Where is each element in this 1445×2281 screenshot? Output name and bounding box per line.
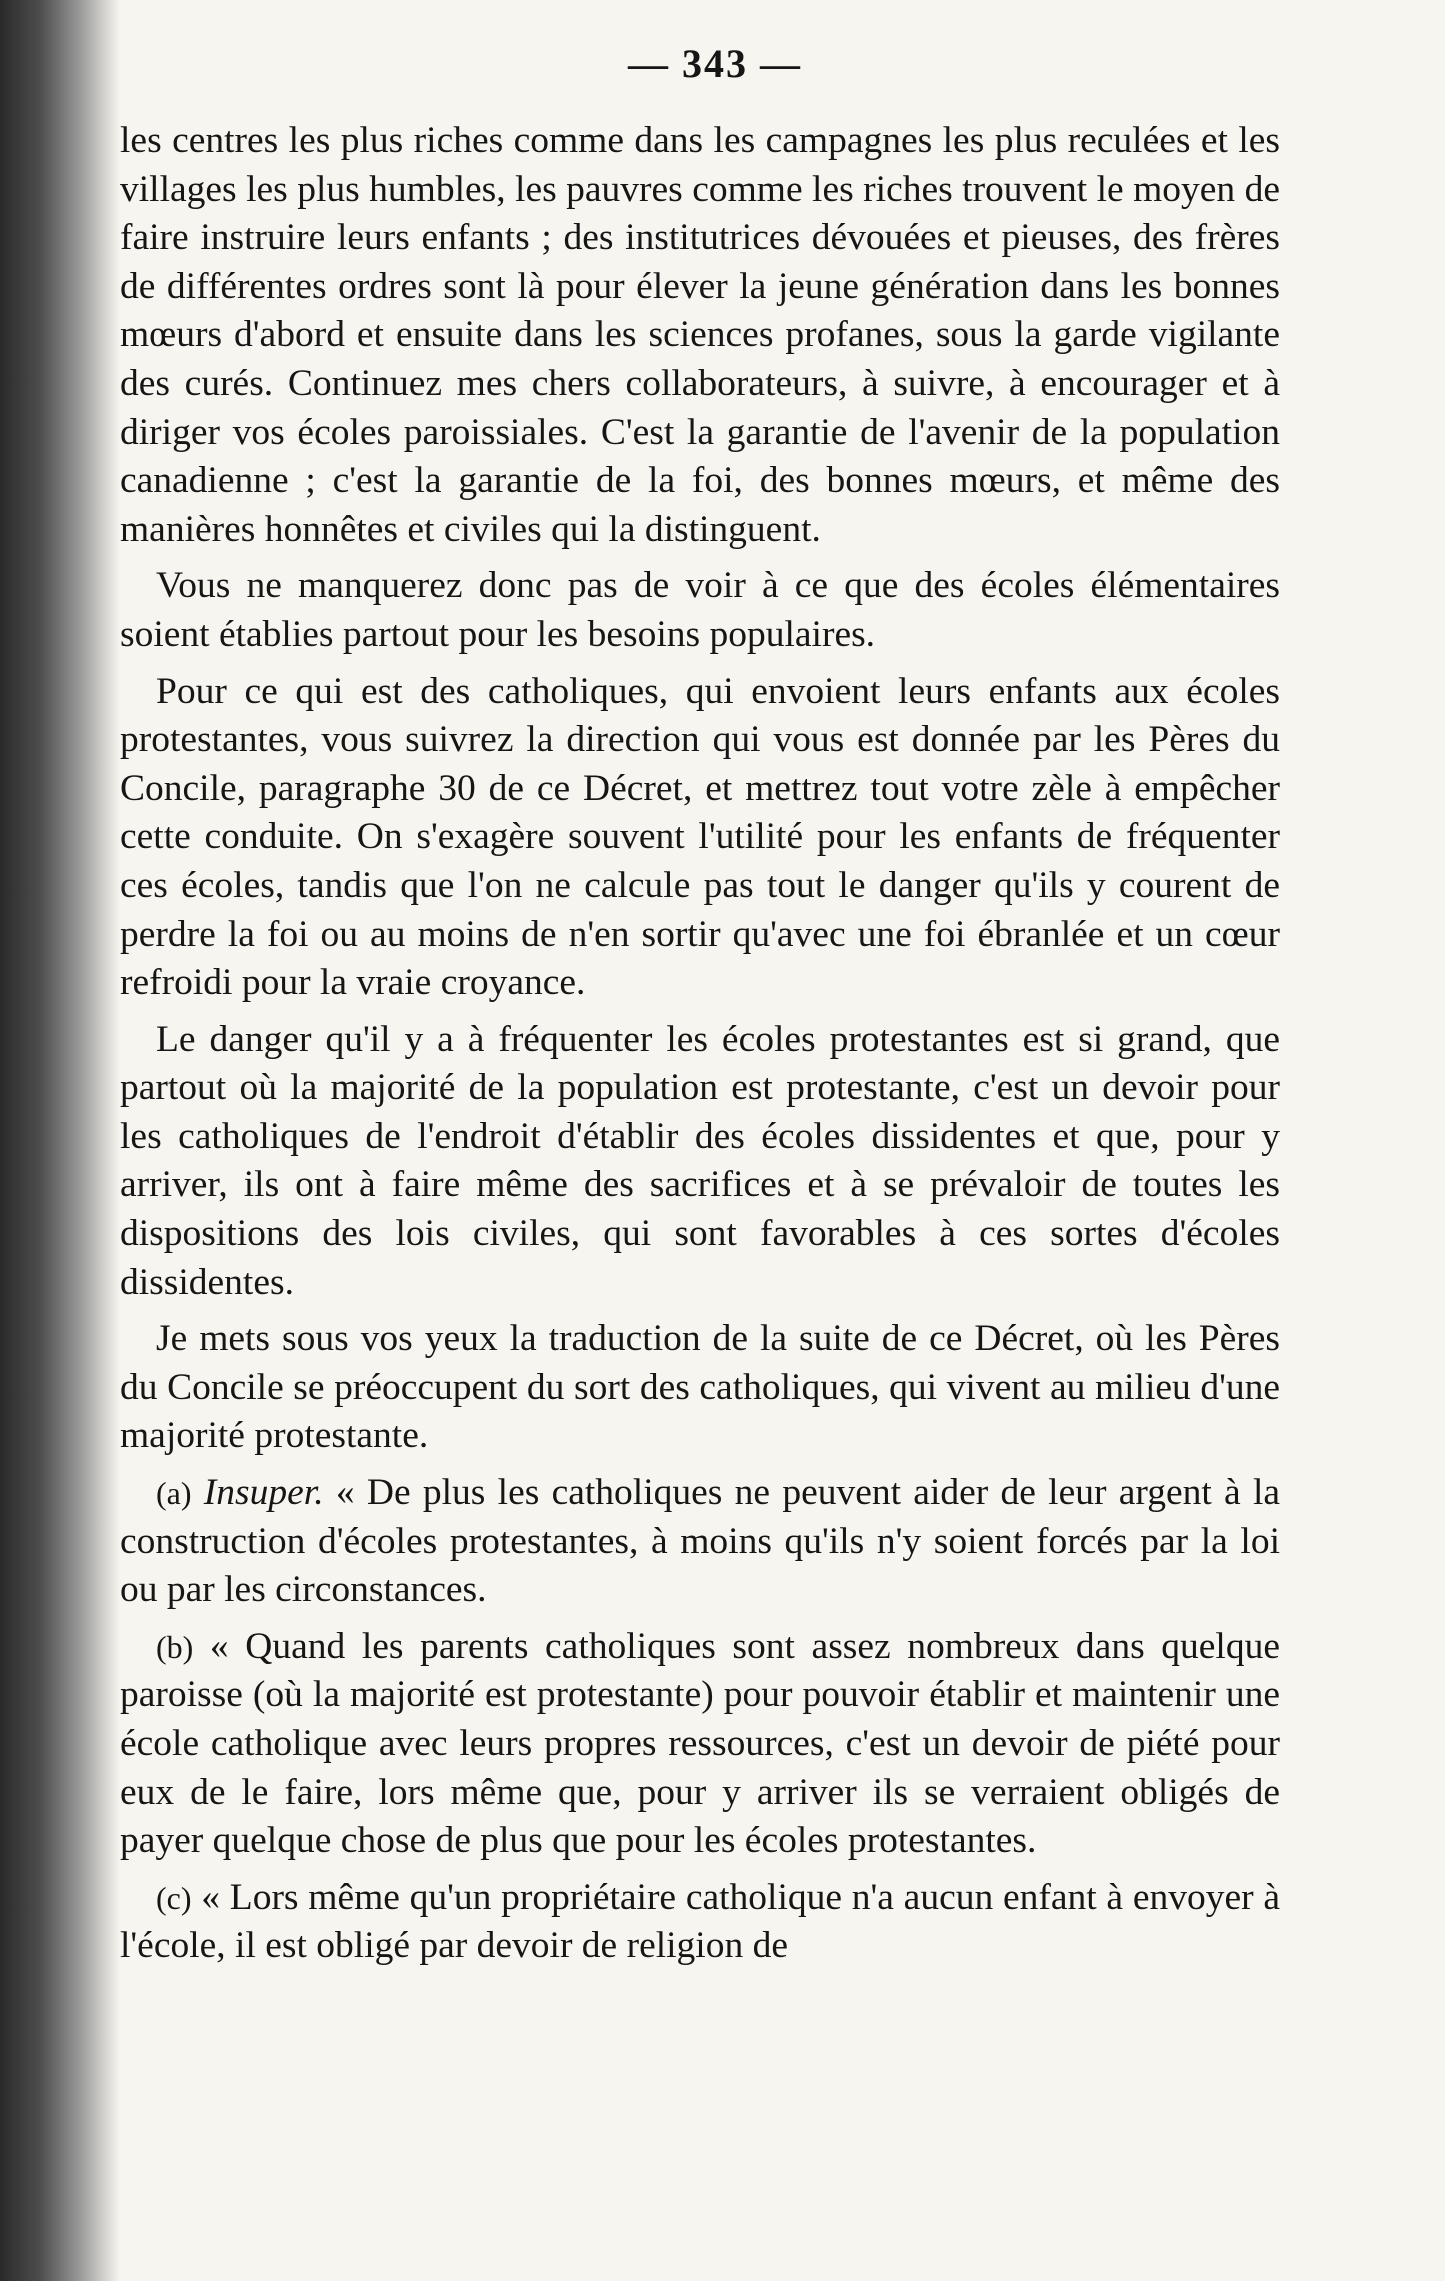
quote-b-mark: (b) <box>156 1628 194 1665</box>
book-page <box>120 40 1280 1971</box>
paragraph-3: Pour ce qui est des catholiques, qui envoient leurs enfants aux écoles protestantes, vous suivrez la direction qui vous est donnée par les Pères du Concile, paragraphe 30 de ce Décret, et mettrez tout votre zèle à empêcher cette conduite. On s'exagère souvent l'utilité pour les enfants de fréquenter ces écoles, tandis que l'on ne calcule pas tout le danger qu'ils y courent de perdre la foi ou au moins de n'en sortir qu'avec une foi ébranlée et un cœur refroidi pour la vraie croyance. <box>120 670 1280 1004</box>
quote-b-text: « Quand les parents catholiques sont assez nombreux dans quelque paroisse (où la majorité est protestante) pour pouvoir établir et maintenir une école catholique avec leurs propres ressources, c'est un devoir de piété pour eux de le faire, lors même que, pour y arriver ils se verraient obligés de payer quelque chose de plus que pour les écoles protestantes. <box>120 1625 1280 1862</box>
quote-a-label: Insuper. <box>203 1472 324 1514</box>
quote-a-mark: (a) <box>156 1475 192 1512</box>
paragraph-4: Le danger qu'il y a à fréquenter les écoles protestantes est si grand, que partout où la majorité de la population est protestante, c'est un devoir pour les catholiques de l'endroit d'établir des écoles dissidentes et que, pour y arriver, ils ont à faire même des sacrifices et à se prévaloir de toutes les dispositions des lois civiles, qui sont favorables à ces sortes d'écoles dissidentes. <box>120 1018 1280 1303</box>
quote-c <box>120 1874 1280 1971</box>
quote-a-text: « De plus les catholiques ne peuvent aider de leur argent à la construction d'écoles protestantes, à moins qu'ils n'y soient forcés par la loi ou par les circonstances. <box>120 1472 1281 1611</box>
quote-a <box>120 1469 1280 1615</box>
paragraph-1: les centres les plus riches comme dans les campagnes les plus reculées et les villages les plus humbles, les pauvres comme les riches trouvent le moyen de faire instruire leurs enfants ; des institutrices dévouées et pieuses, des frères de différentes ordres sont là pour élever la jeune génération dans les bonnes mœurs d'abord et ensuite dans les sciences profanes, sous la garde vigilante des curés. Continuez mes chers collaborateurs, à suivre, à encourager et à diriger vos écoles paroissiales. C'est la garantie de l'avenir de la population canadienne ; c'est la garantie de la foi, des bonnes mœurs, et même des manières honnêtes et civiles qui la distinguent. <box>120 120 1280 550</box>
quote-c-mark: (c) <box>156 1879 192 1916</box>
quote-c-text: « Lors même qu'un propriétaire catholique n'a aucun enfant à envoyer à l'école, il est obligé par devoir de religion de <box>120 1876 1280 1967</box>
page-body <box>120 117 1280 1971</box>
paragraph-2: Vous ne manquerez donc pas de voir à ce que des écoles élémentaires soient établies partout pour les besoins populaires. <box>120 565 1280 655</box>
quote-b <box>120 1623 1280 1866</box>
page-number: — 343 — <box>628 41 802 86</box>
scan-binding-shadow <box>0 0 120 2281</box>
paragraph-5: Je mets sous vos yeux la traduction de la suite de ce Décret, où les Pères du Concile se préoccupent du sort des catholiques, qui vivent au milieu d'une majorité protestante. <box>120 1318 1280 1457</box>
